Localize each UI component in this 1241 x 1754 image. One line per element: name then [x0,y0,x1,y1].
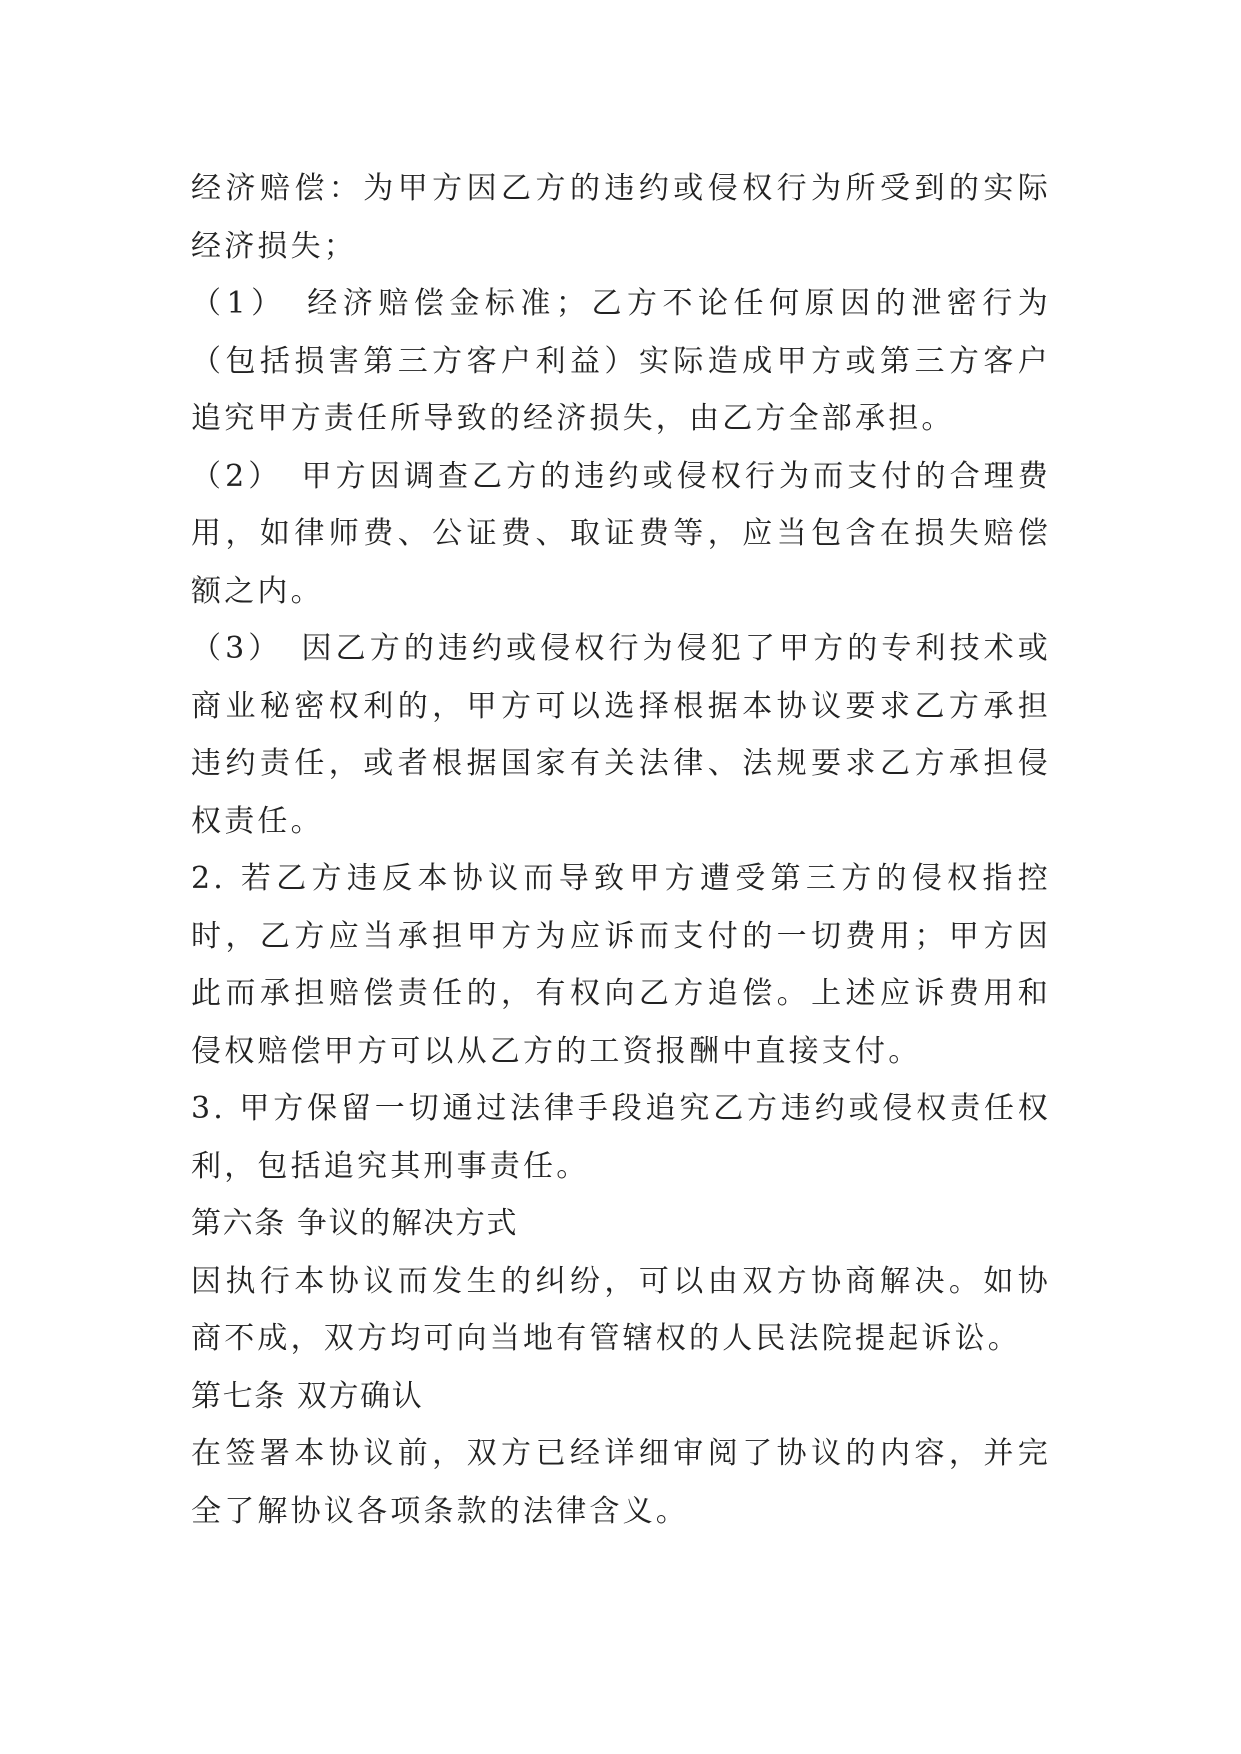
paragraph-item-2: 2. 若乙方违反本协议而导致甲方遭受第三方的侵权指控时，乙方应当承担甲方为应诉而支付的一切费用；甲方因此而承担赔偿责任的，有权向乙方追偿。上述应诉费用和侵权赔偿甲方可以从乙方的工资报酬中直接支付。 [191,861,1051,1069]
paragraph-clause-2: （2） 甲方因调查乙方的违约或侵权行为而支付的合理费用，如律师费、公证费、取证费等，应当包含在损失赔偿额之内。 [191,458,1051,609]
article-7-heading: 第七条 双方确认 [191,1378,424,1414]
paragraph-confirmation: 在签署本协议前，双方已经详细审阅了协议的内容，并完全了解协议各项条款的法律含义。 [191,1436,1051,1529]
paragraph-clause-3: （3） 因乙方的违约或侵权行为侵犯了甲方的专利技术或商业秘密权利的，甲方可以选择根据本协议要求乙方承担违约责任，或者根据国家有关法律、法规要求乙方承担侵权责任。 [191,631,1051,839]
article-6-heading: 第六条 争议的解决方式 [191,1206,519,1241]
paragraph-clause-1: （1） 经济赔偿金标准；乙方不论任何原因的泄密行为（包括损害第三方客户利益）实际造成甲方或第三方客户追究甲方责任所导致的经济损失，由乙方全部承担。 [191,286,1051,436]
document-body [191,160,1051,1540]
paragraph-item-3: 3. 甲方保留一切通过法律手段追究乙方违约或侵权责任权利，包括追究其刑事责任。 [191,1091,1051,1184]
paragraph-compensation-intro: 经济赔偿：为甲方因乙方的违约或侵权行为所受到的实际经济损失； [191,171,1051,264]
paragraph-dispute-resolution: 因执行本协议而发生的纠纷，可以由双方协商解决。如协商不成，双方均可向当地有管辖权的人民法院提起诉讼。 [191,1263,1051,1356]
